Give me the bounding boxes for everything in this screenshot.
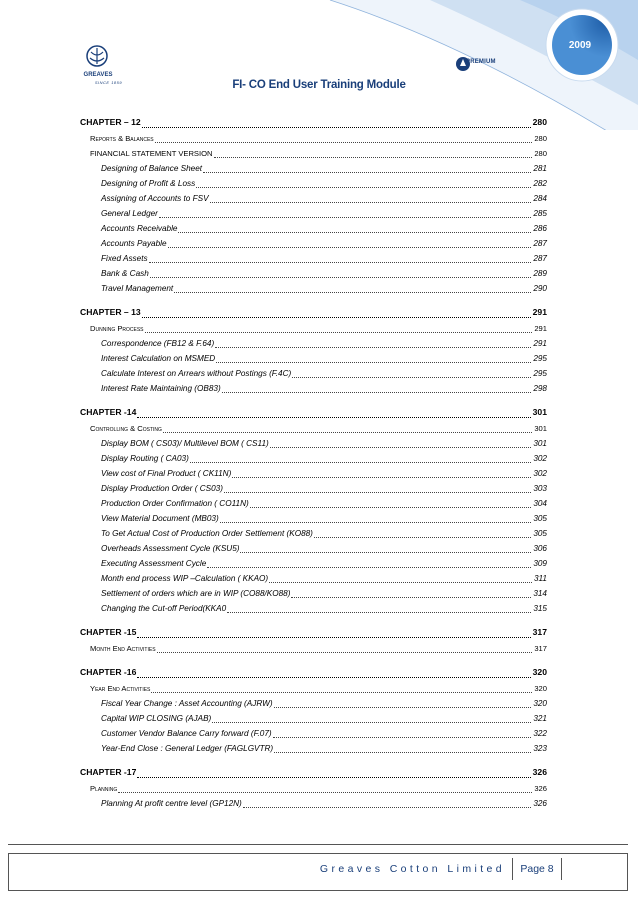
- toc-entry-title: View Material Document (MB03): [101, 514, 219, 523]
- table-of-contents: [80, 109, 547, 811]
- toc-gap: [80, 656, 547, 659]
- toc-entry-title: Executing Assessment Cycle: [101, 559, 207, 568]
- dot-leader: [210, 201, 532, 203]
- toc-section-row[interactable]: [80, 321, 547, 336]
- dot-leader: [224, 491, 531, 493]
- toc-page-number: 309: [533, 559, 547, 568]
- toc-section-row[interactable]: [80, 421, 547, 436]
- dot-leader: [214, 156, 533, 158]
- toc-page-number: 291: [532, 307, 547, 317]
- toc-entry-row[interactable]: [80, 336, 547, 351]
- dot-leader: [270, 446, 532, 448]
- toc-entry-title: Settlement of orders which are in WIP (CO88/KO88): [101, 589, 291, 598]
- toc-chapter-row[interactable]: [80, 664, 547, 681]
- toc-entry-row[interactable]: [80, 726, 547, 741]
- dot-leader: [118, 791, 532, 793]
- toc-entry-row[interactable]: [80, 711, 547, 726]
- toc-entry-row[interactable]: [80, 451, 547, 466]
- toc-entry-title: General Ledger: [101, 209, 158, 218]
- toc-entry-title: CHAPTER -16: [80, 667, 137, 677]
- dot-leader: [137, 636, 530, 638]
- toc-entry-title: Designing of Profit & Loss: [101, 179, 196, 188]
- dot-leader: [212, 721, 531, 723]
- toc-page-number: 320: [534, 684, 547, 693]
- toc-chapter-row[interactable]: [80, 114, 547, 131]
- toc-gap: [80, 296, 547, 299]
- toc-page-number: 286: [533, 224, 547, 233]
- toc-page-number: 320: [533, 699, 547, 708]
- dot-leader: [227, 611, 531, 613]
- toc-entry-row[interactable]: [80, 601, 547, 616]
- toc-entry-title: Planning At profit centre level (GP12N): [101, 799, 242, 808]
- toc-entry-title: Dunning Process: [90, 324, 144, 333]
- toc-entry-title: Planning: [90, 784, 118, 793]
- toc-entry-title: Calculate Interest on Arrears without Postings (F.4C): [101, 369, 292, 378]
- toc-page-number: 322: [533, 729, 547, 738]
- toc-entry-title: CHAPTER -14: [80, 407, 137, 417]
- toc-page-number: 317: [532, 627, 547, 637]
- dot-leader: [243, 806, 532, 808]
- dot-leader: [155, 141, 533, 143]
- dot-leader: [142, 316, 531, 318]
- toc-page-number: 289: [533, 269, 547, 278]
- toc-entry-title: Controlling & Costing: [90, 424, 162, 433]
- toc-entry-row[interactable]: [80, 696, 547, 711]
- toc-entry-row[interactable]: [80, 351, 547, 366]
- dot-leader: [159, 216, 531, 218]
- toc-page-number: 302: [533, 469, 547, 478]
- toc-entry-title: Accounts Receivable: [101, 224, 178, 233]
- dot-leader: [250, 506, 532, 508]
- toc-entry-row[interactable]: [80, 571, 547, 586]
- toc-entry-title: Display Routing ( CA03): [101, 454, 189, 463]
- toc-entry-row[interactable]: [80, 741, 547, 756]
- toc-entry-title: Production Order Confirmation ( CO11N): [101, 499, 249, 508]
- toc-page-number: 287: [533, 254, 547, 263]
- toc-entry-title: Accounts Payable: [101, 239, 167, 248]
- toc-page-number: 280: [532, 117, 547, 127]
- toc-page-number: 290: [533, 284, 547, 293]
- toc-chapter-row[interactable]: [80, 404, 547, 421]
- toc-page-number: 295: [533, 354, 547, 363]
- toc-page-number: 311: [533, 574, 547, 583]
- toc-page-number: 280: [534, 149, 547, 158]
- toc-page-number: 302: [533, 454, 547, 463]
- toc-chapter-row[interactable]: [80, 304, 547, 321]
- toc-entry-row[interactable]: [80, 281, 547, 296]
- toc-entry-row[interactable]: [80, 266, 547, 281]
- toc-page-number: 305: [533, 514, 547, 523]
- toc-section-row[interactable]: [80, 681, 547, 696]
- toc-entry-row[interactable]: [80, 586, 547, 601]
- toc-entry-title: View cost of Final Product ( CK11N): [101, 469, 232, 478]
- toc-entry-title: Fixed Assets: [101, 254, 148, 263]
- dot-leader: [220, 521, 532, 523]
- toc-page-number: 315: [533, 604, 547, 613]
- dot-leader: [196, 186, 531, 188]
- toc-entry-title: Correspondence (FB12 & F.64): [101, 339, 215, 348]
- toc-entry-row[interactable]: [80, 541, 547, 556]
- dot-leader: [145, 331, 533, 333]
- toc-entry-title: CHAPTER -17: [80, 767, 137, 777]
- dot-leader: [292, 376, 531, 378]
- dot-leader: [151, 691, 532, 693]
- toc-chapter-row[interactable]: [80, 624, 547, 641]
- toc-page-number: 323: [533, 744, 547, 753]
- toc-entry-row[interactable]: [80, 511, 547, 526]
- toc-entry-title: Travel Management: [101, 284, 174, 293]
- toc-entry-row[interactable]: [80, 236, 547, 251]
- dot-leader: [273, 736, 532, 738]
- toc-page-number: 326: [532, 767, 547, 777]
- toc-entry-title: Fiscal Year Change : Asset Accounting (AJRW): [101, 699, 273, 708]
- toc-page-number: 301: [532, 407, 547, 417]
- dot-leader: [142, 126, 531, 128]
- toc-page-number: 282: [533, 179, 547, 188]
- toc-gap: [80, 396, 547, 399]
- toc-section-row[interactable]: [80, 146, 547, 161]
- toc-page-number: 303: [533, 484, 547, 493]
- dot-leader: [174, 291, 531, 293]
- dot-leader: [137, 416, 530, 418]
- toc-entry-title: CHAPTER – 12: [80, 117, 141, 127]
- toc-entry-title: Year-End Close : General Ledger (FAGLGVTR): [101, 744, 274, 753]
- logo-since: SINCE 1859: [94, 80, 123, 85]
- dot-leader: [137, 676, 530, 678]
- dot-leader: [150, 276, 532, 278]
- dot-leader: [137, 776, 530, 778]
- toc-entry-title: Display BOM ( CS03)/ Multilevel BOM ( CS11): [101, 439, 269, 448]
- toc-entry-title: CHAPTER -15: [80, 627, 137, 637]
- dot-leader: [178, 231, 531, 233]
- dot-leader: [207, 566, 531, 568]
- toc-page-number: 301: [534, 424, 547, 433]
- toc-page-number: 326: [534, 784, 547, 793]
- toc-page-number: 295: [533, 369, 547, 378]
- toc-entry-title: Designing of Balance Sheet: [101, 164, 203, 173]
- toc-entry-title: Month End Activities: [90, 644, 156, 653]
- dot-leader: [269, 581, 532, 583]
- dot-leader: [163, 431, 532, 433]
- toc-entry-title: Overheads Assessment Cycle (KSU5): [101, 544, 240, 553]
- toc-page-number: 317: [534, 644, 547, 653]
- toc-page-number: 305: [533, 529, 547, 538]
- toc-entry-title: Display Production Order ( CS03): [101, 484, 223, 493]
- toc-page-number: 291: [534, 324, 547, 333]
- footer-page-number: Page 8: [512, 858, 562, 880]
- toc-gap: [80, 756, 547, 759]
- footer-company: Greaves Cotton Limited: [319, 863, 505, 875]
- dot-leader: [314, 536, 531, 538]
- toc-page-number: 321: [533, 714, 547, 723]
- logo-name: GREAVES: [83, 72, 113, 78]
- toc-page-number: 314: [533, 589, 547, 598]
- toc-entry-title: Reports & Balances: [90, 134, 154, 143]
- toc-page-number: 281: [533, 164, 547, 173]
- dot-leader: [232, 476, 531, 478]
- toc-page-number: 320: [532, 667, 547, 677]
- toc-entry-title: Interest Rate Maintaining (OB83): [101, 384, 221, 393]
- footer-rule: [8, 844, 628, 845]
- toc-entry-row[interactable]: [80, 191, 547, 206]
- toc-entry-row[interactable]: [80, 221, 547, 236]
- dot-leader: [274, 706, 532, 708]
- toc-entry-row[interactable]: [80, 481, 547, 496]
- toc-entry-row[interactable]: [80, 556, 547, 571]
- toc-page-number: 326: [533, 799, 547, 808]
- toc-entry-row[interactable]: [80, 526, 547, 541]
- dot-leader: [157, 651, 533, 653]
- toc-entry-title: Assigning of Accounts to FSV: [101, 194, 209, 203]
- dot-leader: [216, 361, 531, 363]
- toc-entry-row[interactable]: [80, 366, 547, 381]
- toc-page-number: 280: [534, 134, 547, 143]
- toc-entry-title: Customer Vendor Balance Carry forward (F.07): [101, 729, 272, 738]
- toc-page-number: 285: [533, 209, 547, 218]
- toc-page-number: 284: [533, 194, 547, 203]
- toc-entry-row[interactable]: [80, 176, 547, 191]
- dot-leader: [291, 596, 531, 598]
- toc-entry-row[interactable]: [80, 466, 547, 481]
- toc-page-number: 298: [533, 384, 547, 393]
- toc-entry-row[interactable]: [80, 496, 547, 511]
- toc-entry-row[interactable]: [80, 796, 547, 811]
- dot-leader: [215, 346, 531, 348]
- toc-entry-title: Capital WIP CLOSING (AJAB): [101, 714, 212, 723]
- toc-page-number: 291: [533, 339, 547, 348]
- toc-entry-title: Month end process WIP –Calculation ( KKAO): [101, 574, 269, 583]
- toc-page-number: 287: [533, 239, 547, 248]
- toc-entry-title: CHAPTER – 13: [80, 307, 141, 317]
- toc-entry-row[interactable]: [80, 206, 547, 221]
- toc-entry-row[interactable]: [80, 436, 547, 451]
- dot-leader: [203, 171, 531, 173]
- toc-entry-row[interactable]: [80, 251, 547, 266]
- toc-entry-title: FINANCIAL STATEMENT VERSION: [90, 149, 213, 158]
- toc-page-number: 306: [533, 544, 547, 553]
- toc-entry-title: To Get Actual Cost of Production Order Settlement (KO88): [101, 529, 313, 538]
- year-badge: 2009: [568, 40, 592, 51]
- toc-entry-title: Bank & Cash: [101, 269, 149, 278]
- toc-entry-row[interactable]: [80, 381, 547, 396]
- page-title: FI- CO End User Training Module: [232, 79, 406, 91]
- toc-section-row[interactable]: [80, 641, 547, 656]
- toc-section-row[interactable]: [80, 781, 547, 796]
- toc-entry-title: Interest Calculation on MSMED: [101, 354, 216, 363]
- premium-label: PREMIUM: [466, 59, 496, 65]
- dot-leader: [240, 551, 531, 553]
- dot-leader: [190, 461, 532, 463]
- toc-page-number: 304: [533, 499, 547, 508]
- toc-gap: [80, 616, 547, 619]
- dot-leader: [149, 261, 532, 263]
- dot-leader: [222, 391, 532, 393]
- toc-page-number: 301: [533, 439, 547, 448]
- toc-entry-title: Year End Activities: [90, 684, 151, 693]
- toc-entry-row[interactable]: [80, 161, 547, 176]
- dot-leader: [274, 751, 531, 753]
- toc-entry-title: Changing the Cut-off Period(KKA0: [101, 604, 227, 613]
- dot-leader: [168, 246, 532, 248]
- toc-chapter-row[interactable]: [80, 764, 547, 781]
- toc-section-row[interactable]: [80, 131, 547, 146]
